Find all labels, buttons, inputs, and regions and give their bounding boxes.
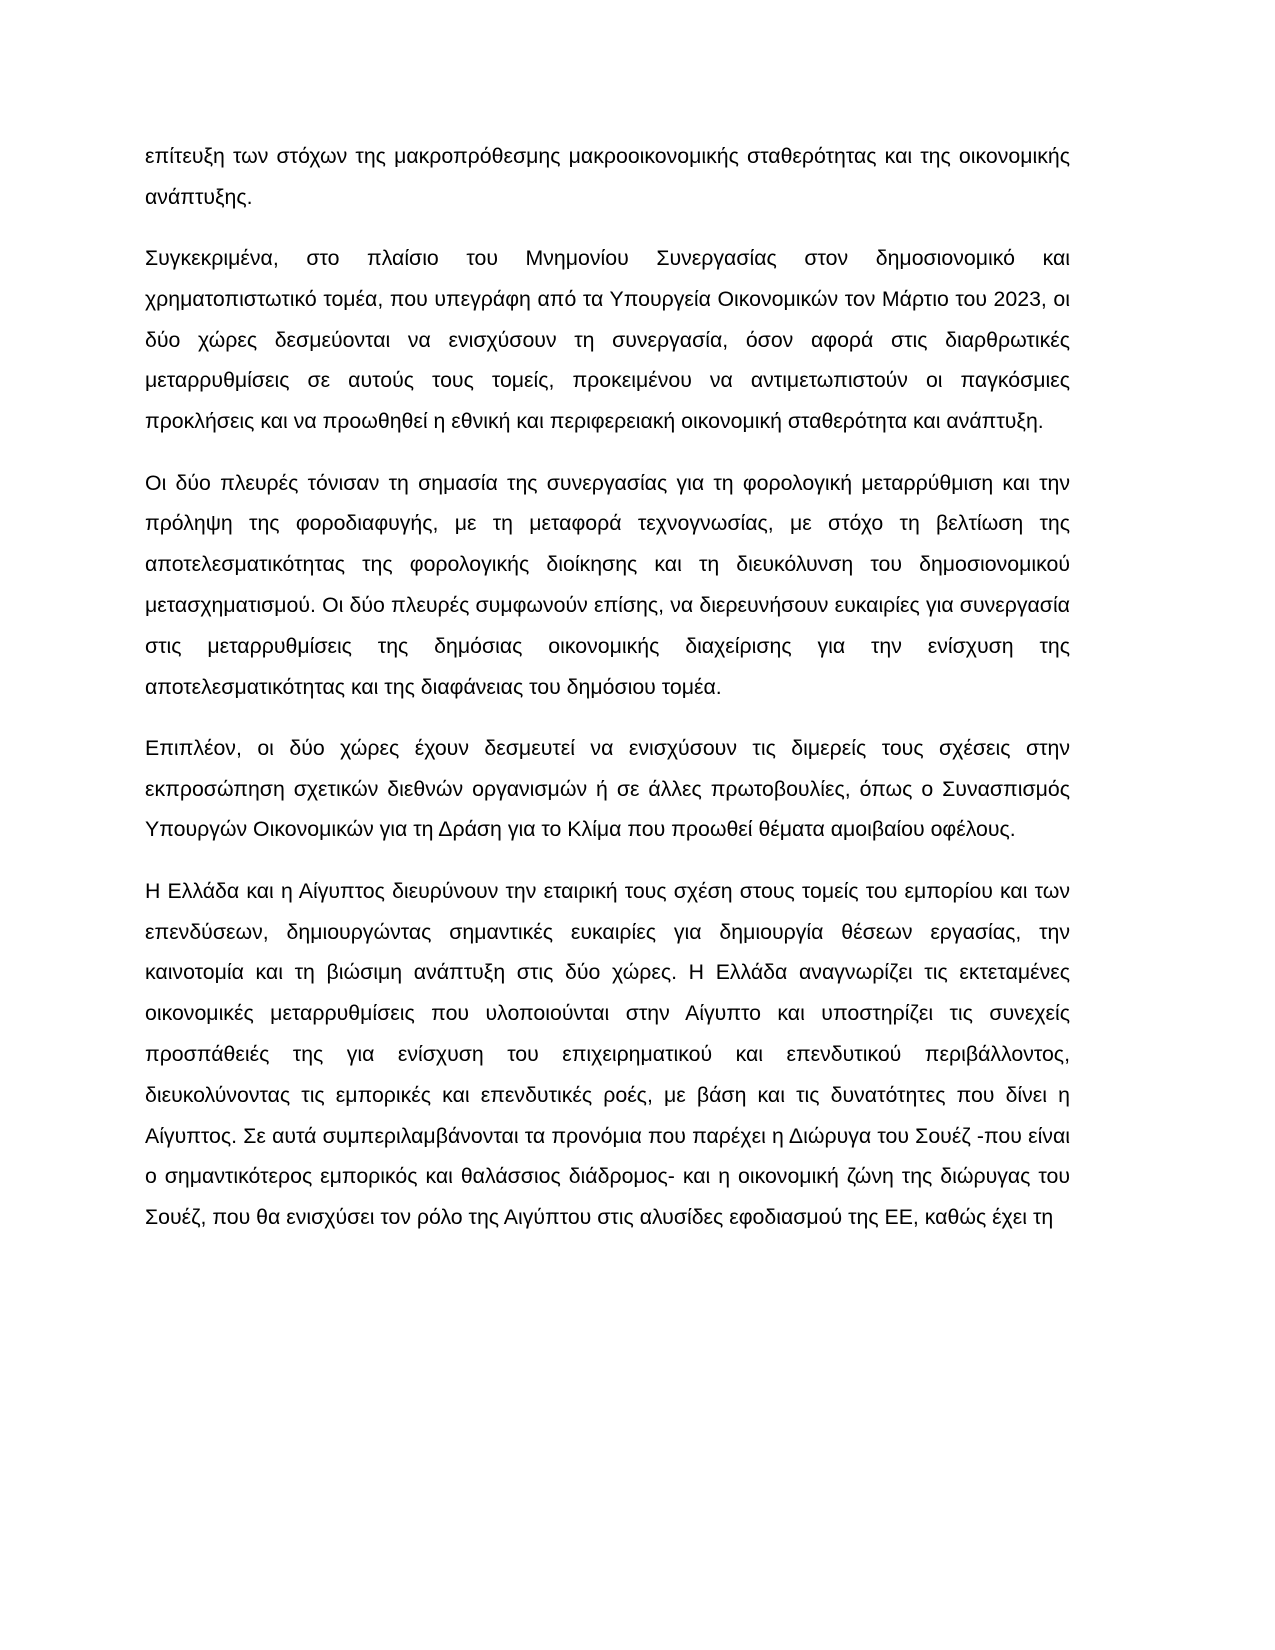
paragraph-tax-reform: Οι δύο πλευρές τόνισαν τη σημασία της συνεργασίας για τη φορολογική μεταρρύθμιση και την πρόληψη της φοροδιαφυγής, με τη μεταφορά τεχνογνωσίας, με στόχο τη βελτίωση της αποτελεσματικότητας της φορολογικής διοίκησης και τη διευκόλυνση του δημοσιονομικού μετασχηματισμού. Οι δύο πλευρές συμφωνούν επίσης, να διερευνήσουν ευκαιρίες για συνεργασία στις μεταρρυθμίσεις της δημόσιας οικονομικής διαχείρισης για την ενίσχυση της αποτελεσματικότητας και της διαφάνειας του δημόσιου τομέα. [145,470,1070,699]
paragraph-international-representation: Επιπλέον, οι δύο χώρες έχουν δεσμευτεί να ενισχύσουν τις διμερείς τους σχέσεις στην εκπροσώπηση σχετικών διεθνών οργανισμών ή σε άλλες πρωτοβουλίες, όπως ο Συνασπισμός Υπουργών Οικονομικών για τη Δράση για το Κλίμα που προωθεί θέματα αμοιβαίου οφέλους. [145,735,1070,842]
paragraph-trade-investment: Η Ελλάδα και η Αίγυπτος διευρύνουν την εταιρική τους σχέση στους τομείς του εμπορίου και των επενδύσεων, δημιουργώντας σημαντικές ευκαιρίες για δημιουργία θέσεων εργασίας, την καινοτομία και τη βιώσιμη ανάπτυξη στις δύο χώρες. Η Ελλάδα αναγνωρίζει τις εκτεταμένες οικονομικές μεταρρυθμίσεις που υλοποιούνται στην Αίγυπτο και υποστηρίζει τις συνεχείς προσπάθειές της για ενίσχυση του επιχειρηματικού και επενδυτικού περιβάλλοντος, διευκολύνοντας τις εμπορικές και επενδυτικές ροές, με βάση και τις δυνατότητες που δίνει η Αίγυπτος. Σε αυτά συμπεριλαμβάνονται τα προνόμια που παρέχει η Διώρυγα του Σουέζ -που είναι ο σημαντικότερος εμπορικός και θαλάσσιος διάδρομος- και η οικονομική ζώνη της διώρυγας του Σουέζ, που θα ενισχύσει τον ρόλο της Αιγύπτου στις αλυσίδες εφοδιασμού της ΕΕ, καθώς έχει τη [145,878,1070,1230]
document-page [145,136,1070,1258]
paragraph-continuation: επίτευξη των στόχων της μακροπρόθεσμης μακροοικονομικής σταθερότητας και της οικονομικής ανάπτυξης. [145,144,1070,209]
paragraph-memorandum-cooperation: Συγκεκριμένα, στο πλαίσιο του Μνημονίου Συνεργασίας στον δημοσιονομικό και χρηματοπιστωτικό τομέα, που υπεγράφη από τα Υπουργεία Οικονομικών τον Μάρτιο του 2023, οι δύο χώρες δεσμεύονται να ενισχύσουν τη συνεργασία, όσον αφορά στις διαρθρωτικές μεταρρυθμίσεις σε αυτούς τους τομείς, προκειμένου να αντιμετωπιστούν οι παγκόσμιες προκλήσεις και να προωθηθεί η εθνική και περιφερειακή οικονομική σταθερότητα και ανάπτυξη. [145,246,1070,434]
